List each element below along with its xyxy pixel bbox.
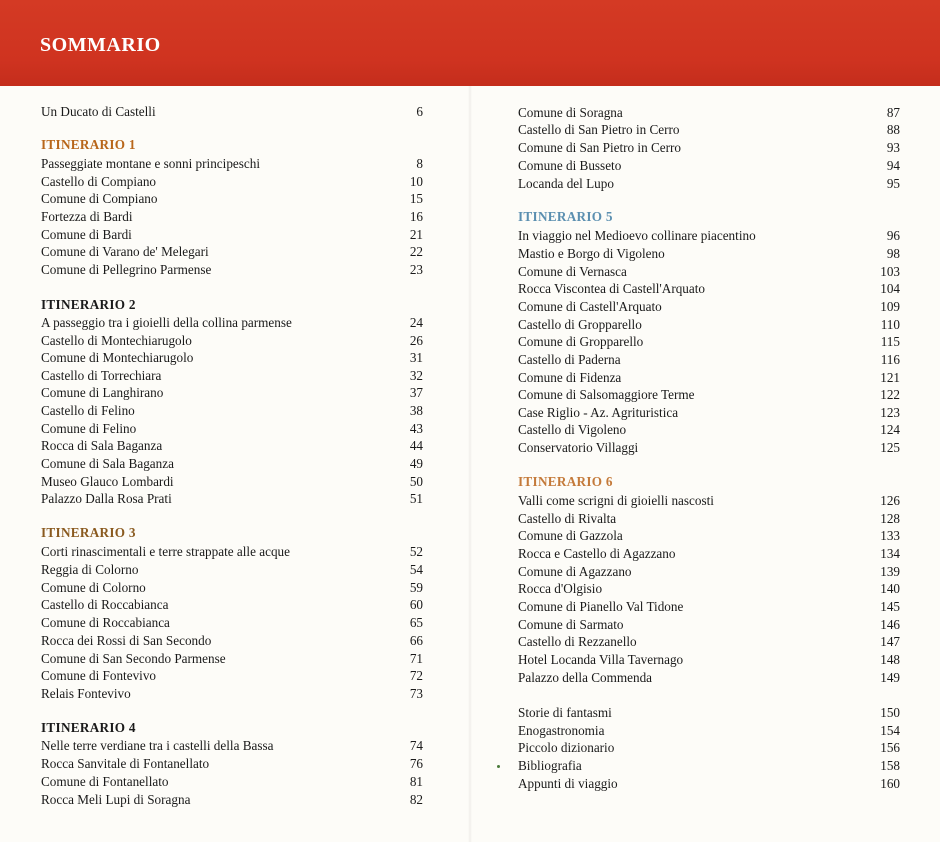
toc-entry-page: 71 — [409, 651, 423, 666]
toc-entry-page: 16 — [409, 209, 423, 224]
toc-entry-page: 21 — [409, 227, 423, 242]
section-heading: ITINERARIO 1 — [41, 137, 136, 152]
toc-entry — [518, 404, 900, 422]
toc-entry — [518, 439, 900, 457]
toc-entry-page: 121 — [880, 370, 900, 385]
toc-entry-title: Castello di Rivalta — [518, 511, 617, 526]
page-title: SOMMARIO — [40, 34, 161, 56]
toc-entry-title: Castello di Vigoleno — [518, 422, 627, 437]
toc-entry-title: Castello di Paderna — [518, 352, 621, 367]
toc-entry — [41, 367, 423, 385]
toc-entry-title: Castello di Compiano — [41, 174, 157, 189]
toc-entry-page: 115 — [880, 334, 900, 349]
toc-entry — [518, 245, 900, 263]
toc-entry — [518, 563, 900, 581]
toc-entry-page: 37 — [409, 385, 423, 400]
toc-entry-page: 59 — [409, 580, 423, 595]
toc-entry-page: 133 — [880, 528, 900, 543]
toc-entry-page: 156 — [880, 740, 900, 755]
page-fold — [468, 86, 472, 842]
toc-entry — [518, 139, 900, 157]
toc-entry-title: Comune di Salsomaggiore Terme — [518, 387, 695, 402]
toc-entry-page: 6 — [416, 104, 423, 119]
toc-entry — [518, 704, 900, 722]
toc-entry-page: 10 — [409, 174, 423, 189]
toc-entry-page: 38 — [409, 403, 423, 418]
toc-entry-title: Piccolo dizionario — [518, 740, 615, 755]
toc-entry-title: Palazzo della Commenda — [518, 670, 653, 685]
toc-entry-page: 147 — [880, 634, 900, 649]
toc-entry-title: Nelle terre verdiane tra i castelli della Bassa — [41, 738, 274, 753]
toc-entry — [41, 650, 423, 668]
toc-entry — [41, 685, 423, 703]
toc-entry-page: 31 — [409, 350, 423, 365]
section-heading: ITINERARIO 6 — [518, 474, 613, 489]
toc-entry-page: 94 — [886, 158, 900, 173]
section-heading: ITINERARIO 3 — [41, 525, 136, 540]
toc-entry — [518, 580, 900, 598]
toc-entry — [518, 739, 900, 757]
toc-entry-title: Rocca Sanvitale di Fontanellato — [41, 756, 210, 771]
toc-entry — [41, 473, 423, 491]
section-heading: ITINERARIO 5 — [518, 209, 613, 224]
toc-entry — [518, 510, 900, 528]
toc-entry-title: Rocca Viscontea di Castell'Arquato — [518, 281, 706, 296]
toc-entry — [518, 775, 900, 793]
toc-entry-title: Comune di Pianello Val Tidone — [518, 599, 684, 614]
toc-entry — [41, 155, 423, 173]
toc-entry-title: Castello di Roccabianca — [41, 597, 169, 612]
toc-entry-page: 123 — [880, 405, 900, 420]
toc-entry — [41, 437, 423, 455]
toc-entry-page: 149 — [880, 670, 900, 685]
toc-entry-title: Castello di Montechiarugolo — [41, 333, 192, 348]
toc-entry-title: Conservatorio Villaggi — [518, 440, 639, 455]
toc-entry-page: 26 — [409, 333, 423, 348]
toc-entry-page: 49 — [409, 456, 423, 471]
toc-entry — [518, 722, 900, 740]
toc-entry — [518, 263, 900, 281]
toc-entry-title: Rocca e Castello di Agazzano — [518, 546, 676, 561]
toc-entry-title: Palazzo Dalla Rosa Prati — [41, 491, 172, 506]
toc-entry-page: 110 — [880, 317, 900, 332]
header-banner — [0, 0, 940, 86]
toc-entry — [41, 737, 423, 755]
toc-entry-page: 96 — [886, 228, 900, 243]
toc-entry-title: Comune di Compiano — [41, 191, 158, 206]
toc-entry-title: Enogastronomia — [518, 723, 605, 738]
toc-entry-title: Comune di San Secondo Parmense — [41, 651, 226, 666]
toc-entry — [518, 545, 900, 563]
toc-entry-title: Comune di Colorno — [41, 580, 146, 595]
toc-entry-title: Castello di Felino — [41, 403, 135, 418]
toc-entry-title: Un Ducato di Castelli — [41, 104, 156, 119]
toc-entry — [41, 596, 423, 614]
toc-entry-title: Rocca dei Rossi di San Secondo — [41, 633, 212, 648]
toc-entry-page: 74 — [409, 738, 423, 753]
toc-entry — [41, 208, 423, 226]
toc-entry — [41, 614, 423, 632]
toc-entry-page: 81 — [409, 774, 423, 789]
toc-entry — [41, 490, 423, 508]
toc-entry — [41, 243, 423, 261]
toc-entry — [41, 402, 423, 420]
toc-entry-page: 139 — [880, 564, 900, 579]
toc-entry-title: Corti rinascimentali e terre strappate alle acque — [41, 544, 290, 559]
toc-entry-page: 8 — [416, 156, 423, 171]
toc-entry — [41, 755, 423, 773]
toc-entry-title: Mastio e Borgo di Vigoleno — [518, 246, 665, 261]
toc-entry — [41, 103, 423, 121]
toc-entry-title: Comune di San Pietro in Cerro — [518, 140, 681, 155]
toc-entry-title: Comune di Fontanellato — [41, 774, 169, 789]
toc-entry-page: 50 — [409, 474, 423, 489]
toc-entry-page: 32 — [409, 368, 423, 383]
toc-entry-page: 44 — [409, 438, 423, 453]
toc-entry — [41, 632, 423, 650]
toc-entry-page: 72 — [409, 668, 423, 683]
toc-entry-page: 88 — [886, 122, 900, 137]
toc-entry-title: Rocca Meli Lupi di Soragna — [41, 792, 191, 807]
toc-entry — [41, 773, 423, 791]
toc-entry-title: Museo Glauco Lombardi — [41, 474, 174, 489]
toc-entry — [518, 757, 900, 775]
toc-entry-page: 93 — [886, 140, 900, 155]
toc-entry-title: Comune di Vernasca — [518, 264, 627, 279]
toc-entry-page: 125 — [880, 440, 900, 455]
toc-entry-page: 160 — [880, 776, 900, 791]
toc-entry — [518, 175, 900, 193]
toc-entry-page: 54 — [409, 562, 423, 577]
toc-entry-title: Hotel Locanda Villa Tavernago — [518, 652, 684, 667]
toc-entry — [41, 314, 423, 332]
toc-entry — [518, 421, 900, 439]
toc-entry — [41, 226, 423, 244]
toc-entry-page: 60 — [409, 597, 423, 612]
toc-entry-page: 95 — [886, 176, 900, 191]
toc-entry — [518, 280, 900, 298]
toc-entry-title: Relais Fontevivo — [41, 686, 131, 701]
toc-entry-page: 82 — [409, 792, 423, 807]
print-speck — [497, 765, 500, 768]
toc-entry-page: 98 — [886, 246, 900, 261]
toc-entry-title: Valli come scrigni di gioielli nascosti — [518, 493, 714, 508]
toc-entry — [518, 298, 900, 316]
toc-entry-title: Passeggiate montane e sonni principeschi — [41, 156, 261, 171]
toc-entry-title: Comune di Bardi — [41, 227, 132, 242]
toc-entry-title: Comune di Pellegrino Parmense — [41, 262, 212, 277]
toc-entry — [41, 190, 423, 208]
section-heading: ITINERARIO 4 — [41, 720, 136, 735]
toc-entry-page: 43 — [409, 421, 423, 436]
toc-entry-title: Bibliografia — [518, 758, 582, 773]
toc-entry-title: Castello di Rezzanello — [518, 634, 637, 649]
toc-entry — [518, 492, 900, 510]
toc-entry-title: Comune di Agazzano — [518, 564, 632, 579]
toc-entry-title: Comune di Gropparello — [518, 334, 644, 349]
toc-entry-page: 66 — [409, 633, 423, 648]
toc-entry-page: 128 — [880, 511, 900, 526]
toc-entry — [41, 543, 423, 561]
toc-entry-title: Locanda del Lupo — [518, 176, 614, 191]
toc-entry — [518, 157, 900, 175]
toc-entry-page: 87 — [886, 105, 900, 120]
toc-entry-title: Comune di Sarmato — [518, 617, 624, 632]
toc-entry-title: Castello di Gropparello — [518, 317, 642, 332]
toc-entry — [41, 261, 423, 279]
toc-entry-title: Reggia di Colorno — [41, 562, 139, 577]
toc-entry-title: Comune di Fontevivo — [41, 668, 157, 683]
toc-entry — [41, 384, 423, 402]
section-heading: ITINERARIO 2 — [41, 297, 136, 312]
toc-entry — [41, 332, 423, 350]
toc-entry-title: Case Riglio - Az. Agrituristica — [518, 405, 679, 420]
toc-entry — [41, 791, 423, 809]
toc-entry — [518, 651, 900, 669]
toc-entry-title: Comune di Langhirano — [41, 385, 164, 400]
toc-entry — [518, 669, 900, 687]
toc-entry-page: 22 — [409, 244, 423, 259]
toc-entry-page: 140 — [880, 581, 900, 596]
toc-entry-title: Comune di Busseto — [518, 158, 622, 173]
toc-entry — [41, 173, 423, 191]
toc-entry — [41, 667, 423, 685]
toc-entry — [518, 316, 900, 334]
toc-entry-title: Appunti di viaggio — [518, 776, 618, 791]
toc-entry-page: 52 — [409, 544, 423, 559]
toc-entry-page: 15 — [409, 191, 423, 206]
toc-entry-title: Storie di fantasmi — [518, 705, 612, 720]
toc-entry-page: 65 — [409, 615, 423, 630]
toc-entry-page: 134 — [880, 546, 900, 561]
toc-entry — [518, 527, 900, 545]
toc-entry — [518, 369, 900, 387]
toc-entry-page: 51 — [409, 491, 423, 506]
toc-entry — [518, 333, 900, 351]
toc-entry-page: 109 — [880, 299, 900, 314]
toc-entry-title: Castello di San Pietro in Cerro — [518, 122, 680, 137]
toc-entry-title: A passeggio tra i gioielli della collina parmense — [41, 315, 292, 330]
toc-entry-title: Comune di Varano de' Melegari — [41, 244, 209, 259]
toc-entry-page: 158 — [880, 758, 900, 773]
toc-entry — [518, 104, 900, 122]
toc-entry-title: Rocca d'Olgisio — [518, 581, 603, 596]
toc-entry-page: 23 — [409, 262, 423, 277]
toc-entry — [41, 561, 423, 579]
toc-entry-page: 24 — [409, 315, 423, 330]
toc-entry-title: Comune di Montechiarugolo — [41, 350, 194, 365]
toc-entry-page: 154 — [880, 723, 900, 738]
toc-entry-title: In viaggio nel Medioevo collinare piacentino — [518, 228, 756, 243]
toc-entry — [41, 579, 423, 597]
toc-entry — [41, 455, 423, 473]
toc-entry-page: 145 — [880, 599, 900, 614]
toc-entry-page: 76 — [409, 756, 423, 771]
toc-entry-title: Comune di Felino — [41, 421, 137, 436]
toc-entry-page: 146 — [880, 617, 900, 632]
toc-entry — [518, 633, 900, 651]
toc-entry — [518, 351, 900, 369]
toc-entry-page: 148 — [880, 652, 900, 667]
toc-entry — [41, 349, 423, 367]
toc-entry — [518, 386, 900, 404]
toc-entry-title: Comune di Sala Baganza — [41, 456, 174, 471]
toc-entry-page: 103 — [880, 264, 900, 279]
toc-entry-page: 122 — [880, 387, 900, 402]
toc-entry-page: 124 — [880, 422, 900, 437]
toc-entry-title: Comune di Fidenza — [518, 370, 622, 385]
toc-entry-page: 150 — [880, 705, 900, 720]
toc-entry-title: Castello di Torrechiara — [41, 368, 162, 383]
toc-entry — [518, 616, 900, 634]
toc-entry — [41, 420, 423, 438]
toc-entry-page: 116 — [880, 352, 900, 367]
toc-entry-title: Comune di Soragna — [518, 105, 623, 120]
toc-entry-page: 126 — [880, 493, 900, 508]
toc-entry — [518, 121, 900, 139]
toc-entry-page: 73 — [409, 686, 423, 701]
toc-entry-title: Comune di Roccabianca — [41, 615, 170, 630]
toc-entry-title: Fortezza di Bardi — [41, 209, 133, 224]
toc-entry-page: 104 — [880, 281, 900, 296]
toc-entry-title: Comune di Gazzola — [518, 528, 623, 543]
toc-entry — [518, 227, 900, 245]
toc-entry-title: Rocca di Sala Baganza — [41, 438, 163, 453]
toc-entry — [518, 598, 900, 616]
toc-entry-title: Comune di Castell'Arquato — [518, 299, 662, 314]
